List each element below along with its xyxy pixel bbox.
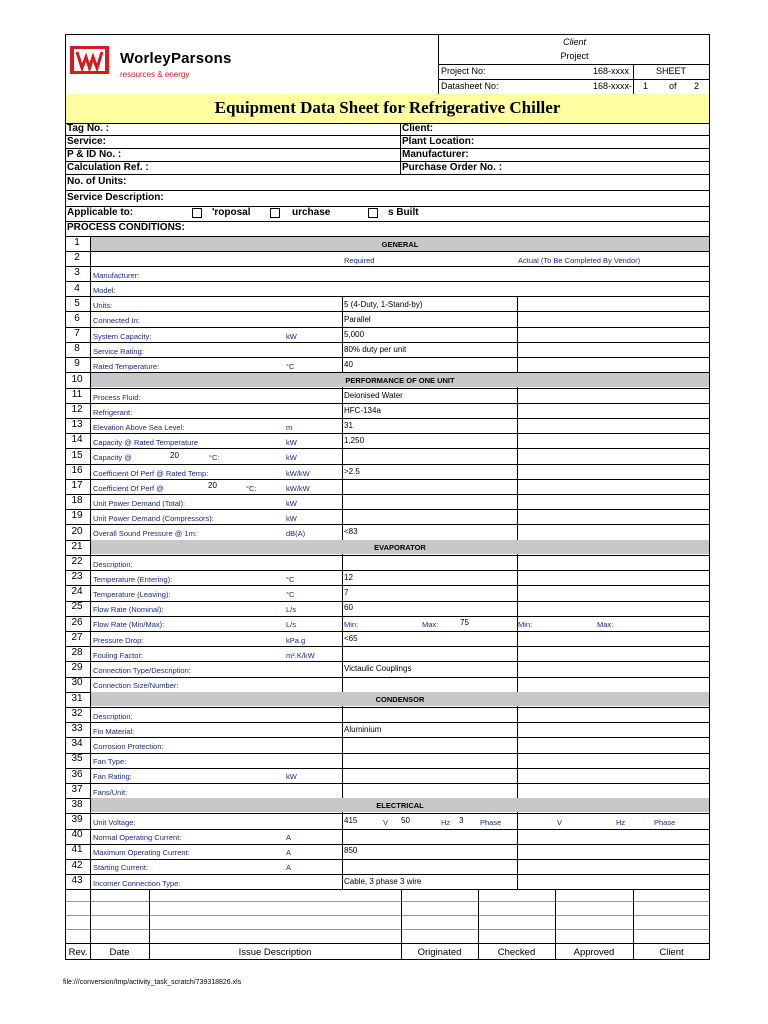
row-number: 36 <box>71 768 83 780</box>
plant-location-label: Plant Location: <box>402 136 475 147</box>
row-label: Pressure Drop: <box>93 636 144 645</box>
applicable-label: Applicable to: <box>67 207 134 218</box>
row-value: HFC-134a <box>344 406 381 415</box>
row-number: 39 <box>71 814 83 826</box>
row-value: <83 <box>344 527 358 536</box>
row-max-value: 75 <box>460 618 469 627</box>
row-label: Coefficient Of Perf @ Rated Temp: <box>93 469 209 478</box>
row-unit: kW <box>286 499 297 508</box>
row-number: 13 <box>71 419 83 431</box>
row-number: 32 <box>71 707 83 719</box>
frequency-value: 50 <box>401 816 410 825</box>
row-number: 5 <box>74 297 80 309</box>
row-unit: kPa.g <box>286 636 306 645</box>
row-label: Elevation Above Sea Level: <box>93 423 185 432</box>
purchase-label: urchase <box>292 207 331 218</box>
process-conditions-label: PROCESS CONDITIONS: <box>67 222 185 233</box>
as-built-label: s Built <box>388 207 419 218</box>
row-label: Fan Rating: <box>93 772 132 781</box>
row-number: 17 <box>71 479 83 491</box>
row-number: 3 <box>74 267 80 279</box>
row-label: Maximum Operating Current: <box>93 848 190 857</box>
row-label: Coefficient Of Perf @ <box>93 484 164 493</box>
row-temp-unit: °C: <box>209 453 220 462</box>
row-number: 16 <box>71 464 83 476</box>
row-number: 20 <box>71 525 83 537</box>
row-number: 30 <box>71 677 83 689</box>
row-number: 18 <box>71 495 83 507</box>
row-number: 2 <box>74 252 80 264</box>
row-unit: °C <box>286 590 295 599</box>
row-number: 12 <box>71 404 83 416</box>
row-number: 37 <box>71 783 83 795</box>
row-value: 40 <box>344 360 353 369</box>
row-label: Unit Voltage: <box>93 818 136 827</box>
row-value: 1,250 <box>344 436 365 445</box>
row-label: Starting Current: <box>93 863 149 872</box>
row-label: Capacity @ <box>93 453 132 462</box>
row-label: Fan Type: <box>93 757 127 766</box>
row-label: Process Fluid: <box>93 393 141 402</box>
row-unit: °C <box>286 362 295 371</box>
vendor-frequency-unit: Hz <box>616 818 626 827</box>
performance-band-label: PERFORMANCE OF ONE UNIT <box>345 376 455 385</box>
row-value: 80% duty per unit <box>344 345 407 354</box>
client-name: Client <box>562 37 586 47</box>
page-title: Equipment Data Sheet for Refrigerative Chiller <box>214 98 561 117</box>
row-unit: kW/kW <box>286 469 310 478</box>
client-label: Client: <box>402 123 434 134</box>
client-header: Client <box>659 947 684 958</box>
row-label: Flow Rate (Nominal): <box>93 605 164 614</box>
vendor-voltage-unit: V <box>557 818 563 827</box>
row-number: 15 <box>71 449 83 461</box>
vendor-max-label: Max: <box>597 620 614 629</box>
units-label: No. of Units: <box>67 176 127 187</box>
general-band-label: GENERAL <box>381 240 419 249</box>
row-value: <65 <box>344 634 358 643</box>
row-number: 19 <box>71 510 83 522</box>
worleyparsons-logo-icon <box>70 46 109 74</box>
manufacturer-label: Manufacturer: <box>402 149 469 160</box>
datasheet-no-label: Datasheet No: <box>441 81 499 91</box>
data-sheet <box>65 34 710 960</box>
row-number: 6 <box>74 312 80 324</box>
row-value: 60 <box>344 603 353 612</box>
company-name: WorleyParsons <box>120 50 232 67</box>
row-label: Capacity @ Rated Temperature <box>93 438 199 447</box>
originated-header: Originated <box>417 947 462 958</box>
row-number: 24 <box>71 586 83 598</box>
row-number: 23 <box>71 571 83 583</box>
row-min-label: Min: <box>344 620 359 629</box>
row-number: 7 <box>74 328 80 340</box>
purchase-checkbox[interactable] <box>270 208 280 218</box>
row-label: System Capacity: <box>93 332 152 341</box>
project-no: 168-xxxx <box>593 66 630 76</box>
electrical-band-label: ELECTRICAL <box>376 801 424 810</box>
purchase-order-label: Purchase Order No. : <box>402 162 503 173</box>
row-label: Fouling Factor: <box>93 651 144 660</box>
row-number: 26 <box>71 616 83 628</box>
row-temp: 20 <box>208 481 217 490</box>
evaporator-band-label: EVAPORATOR <box>374 543 426 552</box>
row-value: Parallel <box>344 315 371 324</box>
vendor-phase-unit: Phase <box>654 818 676 827</box>
frequency-unit: Hz <box>441 818 451 827</box>
row-unit: kW <box>286 438 297 447</box>
row-number: 33 <box>71 722 83 734</box>
pid-no-label: P & ID No. : <box>67 149 122 160</box>
row-label: Model: <box>93 286 116 295</box>
row-number: 41 <box>71 844 83 856</box>
sheet-total: 2 <box>694 81 700 91</box>
service-label: Service: <box>67 136 106 147</box>
rev-header: Rev. <box>68 947 88 958</box>
row-unit: L/s <box>286 605 297 614</box>
row-number: 9 <box>74 358 80 370</box>
row-label: Unit Power Demand (Compressors): <box>93 514 214 523</box>
row-unit: kW <box>286 514 297 523</box>
sheet-number: 1 <box>643 81 649 91</box>
condensor-band-label: CONDENSOR <box>375 695 425 704</box>
row-value: 5,000 <box>344 330 365 339</box>
company-tagline: resources & energy <box>120 70 190 79</box>
row-label: Corrosion Protection: <box>93 742 164 751</box>
sheet-label: SHEET <box>656 66 687 76</box>
row-number: 8 <box>74 343 80 355</box>
row-number: 35 <box>71 753 83 765</box>
row-number: 31 <box>71 692 83 704</box>
tag-no-label: Tag No. : <box>67 123 110 134</box>
row-value: 7 <box>344 588 349 597</box>
row-label: Connected In: <box>93 316 140 325</box>
row-unit: kW <box>286 332 297 341</box>
row-number: 25 <box>71 601 83 613</box>
file-path: file:///conversion/tmp/activity_task_scratch/739318826.xls <box>63 979 242 986</box>
row-label: Flow Rate (Min/Max): <box>93 620 165 629</box>
row-number: 29 <box>71 662 83 674</box>
row-label: Service Rating: <box>93 347 144 356</box>
row-label: Overall Sound Pressure @ 1m: <box>93 529 197 538</box>
sheet-of: of <box>669 81 677 91</box>
row-number: 42 <box>71 859 83 871</box>
row-unit: dB(A) <box>286 529 306 538</box>
row-value: 12 <box>344 573 353 582</box>
row-label: Incomer Connection Type: <box>93 879 181 888</box>
as-built-checkbox[interactable] <box>368 208 378 218</box>
row-max-label: Max: <box>422 620 439 629</box>
project-no-label: Project No: <box>441 66 486 76</box>
voltage-value: 415 <box>344 816 358 825</box>
date-header: Date <box>109 947 130 958</box>
row-value: Cable, 3 phase 3 wire <box>344 877 422 886</box>
row-label: Units: <box>93 301 113 310</box>
row-number: 4 <box>74 282 80 294</box>
row-label: Fin Material: <box>93 727 135 736</box>
service-description-label: Service Description: <box>67 192 164 203</box>
row-unit: m².K/kW <box>286 651 315 660</box>
phase-unit: Phase <box>480 818 502 827</box>
row-number: 14 <box>71 434 83 446</box>
phase-value: 3 <box>459 816 464 825</box>
proposal-checkbox[interactable] <box>192 208 202 218</box>
row-temp: 20 <box>170 451 179 460</box>
row-unit: A <box>286 848 292 857</box>
row-number: 28 <box>71 647 83 659</box>
row-label: Temperature (Entering): <box>93 575 173 584</box>
row-unit: kW <box>286 772 297 781</box>
row-unit: A <box>286 863 292 872</box>
checked-header: Checked <box>497 947 536 958</box>
row-value: 31 <box>344 421 353 430</box>
row-value: 850 <box>344 846 358 855</box>
row-unit: °C <box>286 575 295 584</box>
row-unit: kW/kW <box>286 484 310 493</box>
row-number: 22 <box>71 555 83 567</box>
row-number: 34 <box>71 738 83 750</box>
row-temp-unit: °C: <box>246 484 257 493</box>
row-number: 43 <box>71 874 83 886</box>
row-label: Description: <box>93 560 133 569</box>
row-number: 10 <box>71 373 83 385</box>
row-value: Deionised Water <box>344 391 403 400</box>
row-label: Unit Power Demand (Total): <box>93 499 186 508</box>
row-label: Description: <box>93 712 133 721</box>
row-number: 40 <box>71 829 83 841</box>
row-number: 21 <box>71 540 83 552</box>
row-value: >2.5 <box>344 467 360 476</box>
row-unit: kW <box>286 453 297 462</box>
row-number: 11 <box>71 388 83 400</box>
required-column-header: Required <box>344 256 375 265</box>
row-label: Connection Size/Number: <box>93 681 179 690</box>
row-label: Temperature (Leaving): <box>93 590 171 599</box>
row-label: Manufacturer: <box>93 271 140 280</box>
row-label: Normal Operating Current: <box>93 833 182 842</box>
row-label: Fans/Unit: <box>93 788 128 797</box>
row-value: Aluminium <box>344 725 382 734</box>
row-number: 27 <box>71 631 83 643</box>
calculation-ref-label: Calculation Ref. : <box>67 162 149 173</box>
proposal-label: 'roposal <box>212 207 251 218</box>
row-value: 5 (4-Duty, 1-Stand-by) <box>344 300 423 309</box>
vendor-min-label: Min: <box>518 620 533 629</box>
row-number: 38 <box>71 798 83 810</box>
voltage-unit: V <box>383 818 389 827</box>
approved-header: Approved <box>573 947 615 958</box>
row-number: 1 <box>74 237 80 248</box>
row-value: Victaulic Couplings <box>344 664 412 673</box>
row-label: Rated Temperature: <box>93 362 160 371</box>
row-label: Connection Type/Description: <box>93 666 191 675</box>
project-name: Project <box>560 51 589 61</box>
actual-column-header: Actual (To Be Completed By Vendor) <box>518 256 641 265</box>
row-unit: L/s <box>286 620 297 629</box>
datasheet-no: 168-xxxx- <box>593 81 633 91</box>
issue-description-header: Issue Description <box>238 947 312 958</box>
row-unit: A <box>286 833 292 842</box>
row-label: Refrigerant: <box>93 408 133 417</box>
row-unit: m <box>286 423 293 432</box>
